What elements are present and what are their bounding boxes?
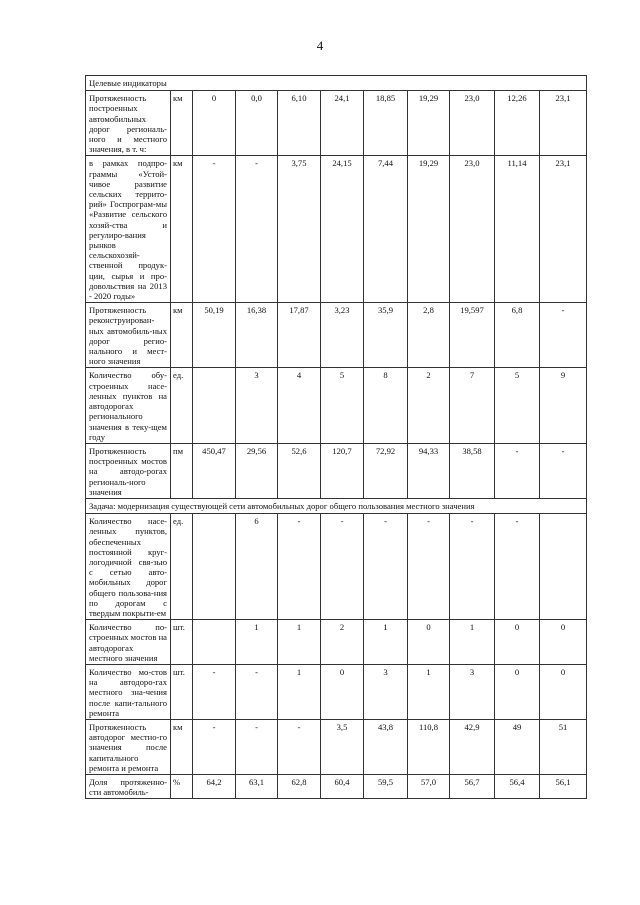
indicator-value: 23,0	[450, 91, 495, 156]
indicator-value: 19,597	[450, 303, 495, 368]
indicator-value: 38,58	[450, 443, 495, 498]
indicator-value: 5	[495, 368, 540, 443]
indicator-value: 5	[321, 368, 364, 443]
table-row	[86, 368, 587, 443]
indicator-name: Количество мо-стов на автодоро-гах местного зна-чения после капи-тального ремонта	[86, 664, 171, 719]
indicator-value: 1	[408, 664, 450, 719]
indicator-unit: шт.	[171, 620, 193, 665]
indicator-value: 60,4	[321, 775, 364, 799]
indicator-value: 0	[540, 664, 587, 719]
section-title-indicators: Целевые индикаторы	[86, 76, 587, 91]
page-number: 4	[316, 38, 324, 53]
section-row-indicators	[86, 76, 587, 91]
indicator-value: -	[193, 156, 236, 303]
indicator-value: 56,4	[495, 775, 540, 799]
table-row	[86, 303, 587, 368]
indicator-value: 23,1	[540, 91, 587, 156]
indicator-value: 0,0	[236, 91, 278, 156]
indicator-value	[540, 514, 587, 620]
table-row	[86, 91, 587, 156]
indicator-unit: км	[171, 303, 193, 368]
indicator-value: 56,7	[450, 775, 495, 799]
section-title-task: Задача: модернизация существующей сети автомобильных дорог общего пользования местного значения	[86, 498, 587, 513]
indicator-value: 7	[450, 368, 495, 443]
indicator-value: 17,87	[278, 303, 321, 368]
indicator-value: 16,38	[236, 303, 278, 368]
indicator-value: 0	[408, 620, 450, 665]
indicator-value: 12,26	[495, 91, 540, 156]
indicator-value: 8	[364, 368, 408, 443]
indicator-unit: %	[171, 775, 193, 799]
indicator-value: -	[321, 514, 364, 620]
indicator-value: 19,29	[408, 91, 450, 156]
indicator-value: 94,33	[408, 443, 450, 498]
indicator-value: -	[408, 514, 450, 620]
indicator-value: -	[364, 514, 408, 620]
indicator-value	[193, 368, 236, 443]
table-row	[86, 620, 587, 665]
indicator-unit: ед.	[171, 368, 193, 443]
table-row	[86, 775, 587, 799]
indicator-name: в рамках подпро-граммы «Устой-чивое развитие сельских террито-рий» Госпрограм-мы «Развитие сельского хозяй-ства и регулиро-вания рынков сельскохозяй-ственной продук-ции, сырья и про-довольствия на 2013 - 2020 годы»	[86, 156, 171, 303]
table-row	[86, 514, 587, 620]
indicator-value: 3	[236, 368, 278, 443]
indicator-value: 9	[540, 368, 587, 443]
indicator-value: 24,15	[321, 156, 364, 303]
indicator-value: 62,8	[278, 775, 321, 799]
indicator-value: 2	[408, 368, 450, 443]
indicator-value: -	[236, 719, 278, 774]
indicator-value: 450,47	[193, 443, 236, 498]
indicator-value: 72,92	[364, 443, 408, 498]
indicator-value: 1	[278, 664, 321, 719]
indicator-name: Доля протяженно-сти автомобиль-	[86, 775, 171, 799]
indicator-value: 1	[450, 620, 495, 665]
indicator-value	[193, 620, 236, 665]
section-row-task	[86, 498, 587, 513]
indicator-value: 57,0	[408, 775, 450, 799]
indicator-name: Протяженность автодорог местно-го значения после капитального ремонта и ремонта	[86, 719, 171, 774]
indicator-value: -	[236, 664, 278, 719]
indicator-value: 56,1	[540, 775, 587, 799]
indicator-value: 0	[321, 664, 364, 719]
indicators-table	[85, 75, 587, 799]
indicator-value: 29,56	[236, 443, 278, 498]
indicator-value: 6,8	[495, 303, 540, 368]
indicator-unit: км	[171, 156, 193, 303]
indicator-value: 0	[540, 620, 587, 665]
indicator-value: 3	[364, 664, 408, 719]
indicator-unit: км	[171, 719, 193, 774]
indicator-value: 0	[495, 664, 540, 719]
indicator-name: Протяженность построенных автомобильных дорог региональ-ного и местного значения, в т. ч:	[86, 91, 171, 156]
table-row	[86, 443, 587, 498]
indicator-name: Протяженность реконструирован-ных автомобиль-ных дорог регио-нального и мест-ного значения	[86, 303, 171, 368]
indicator-value: 23,0	[450, 156, 495, 303]
indicator-value: -	[540, 303, 587, 368]
table-row	[86, 664, 587, 719]
indicator-value: 63,1	[236, 775, 278, 799]
indicator-value: -	[193, 719, 236, 774]
indicator-value: 11,14	[495, 156, 540, 303]
indicator-value: 1	[364, 620, 408, 665]
indicator-value: 7,44	[364, 156, 408, 303]
indicator-value: 0	[495, 620, 540, 665]
indicator-value: 1	[236, 620, 278, 665]
indicator-name: Количество насе-ленных пунктов, обеспеченных постоянной круг-логодичной свя-зью с сетью авто-мобильных дорог общего пользова-ния по дорогам с твердым покрыти-ем	[86, 514, 171, 620]
indicator-value: -	[450, 514, 495, 620]
indicator-value: -	[495, 514, 540, 620]
indicator-value: 59,5	[364, 775, 408, 799]
table-row	[86, 156, 587, 303]
indicator-value	[193, 514, 236, 620]
table-row	[86, 719, 587, 774]
indicator-value: 19,29	[408, 156, 450, 303]
indicator-value: 1	[278, 620, 321, 665]
indicator-value: 42,9	[450, 719, 495, 774]
indicator-value: 110,8	[408, 719, 450, 774]
indicator-value: 6	[236, 514, 278, 620]
indicator-value: 24,1	[321, 91, 364, 156]
indicator-value: 43,8	[364, 719, 408, 774]
indicator-value: 49	[495, 719, 540, 774]
indicator-value: 50,19	[193, 303, 236, 368]
indicator-value: -	[278, 514, 321, 620]
indicator-value: 3	[450, 664, 495, 719]
indicator-value: -	[278, 719, 321, 774]
indicator-value: 6,10	[278, 91, 321, 156]
indicator-value: 0	[193, 91, 236, 156]
indicator-value: 18,85	[364, 91, 408, 156]
indicator-value: 3,5	[321, 719, 364, 774]
indicator-value: -	[236, 156, 278, 303]
indicator-value: 23,1	[540, 156, 587, 303]
indicator-name: Количество по-строенных мостов на автодорогах местного значения	[86, 620, 171, 665]
indicator-value: 4	[278, 368, 321, 443]
indicator-value: 35,9	[364, 303, 408, 368]
indicator-value: 3,23	[321, 303, 364, 368]
indicator-unit: ед.	[171, 514, 193, 620]
indicator-unit: км	[171, 91, 193, 156]
indicator-value: 51	[540, 719, 587, 774]
indicator-name: Количество обу-строенных насе-ленных пунктов на автодорогах регионального значения в теку-щем году	[86, 368, 171, 443]
indicator-value: 2,8	[408, 303, 450, 368]
indicator-value: 3,75	[278, 156, 321, 303]
indicator-value: 2	[321, 620, 364, 665]
indicator-value: -	[193, 664, 236, 719]
indicator-value: -	[495, 443, 540, 498]
indicator-value: 64,2	[193, 775, 236, 799]
indicator-unit: шт.	[171, 664, 193, 719]
indicator-value: 52,6	[278, 443, 321, 498]
indicator-name: Протяженность построенных мостов на автодо-рогах региональ-ного значения	[86, 443, 171, 498]
indicator-value: -	[540, 443, 587, 498]
indicator-value: 120,7	[321, 443, 364, 498]
indicator-unit: пм	[171, 443, 193, 498]
